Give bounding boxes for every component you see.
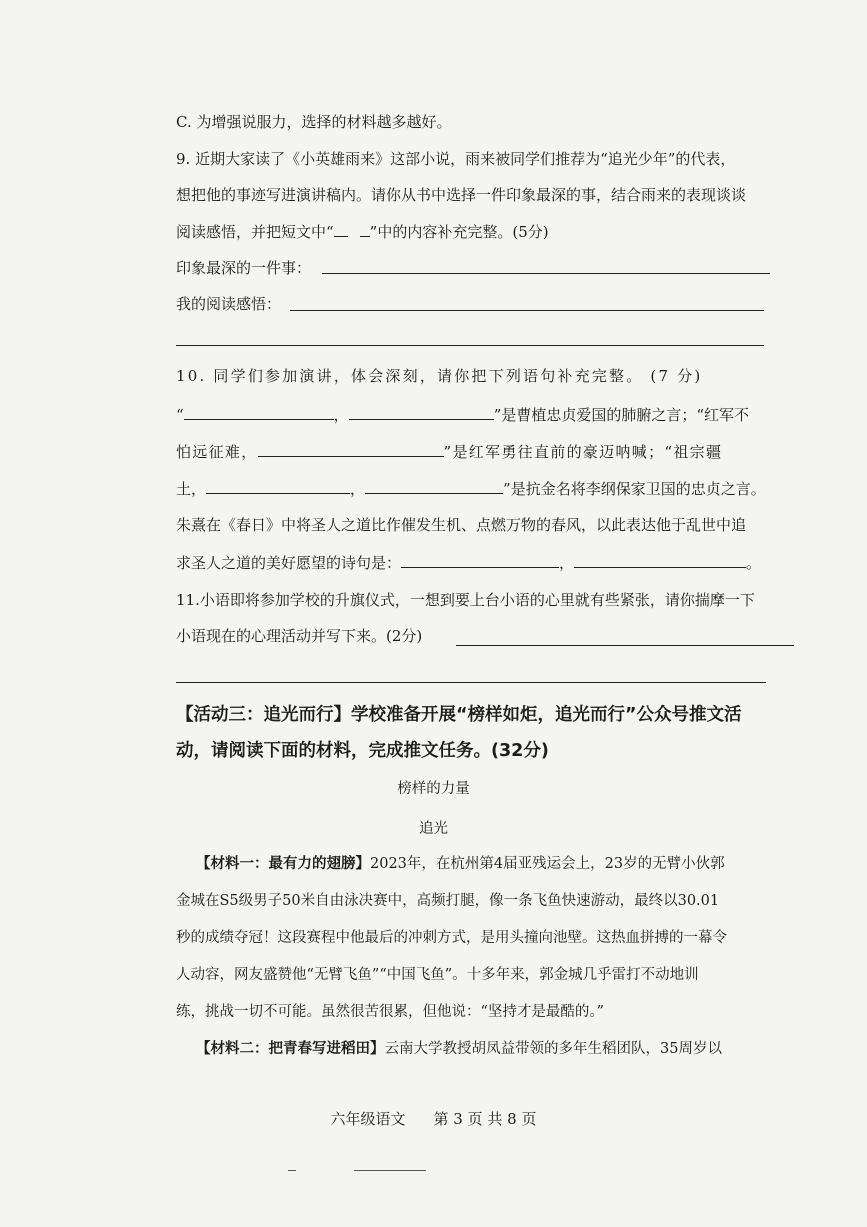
q10-line-5: 朱熹在《春日》中将圣人之道比作催发生机、点燃万物的春风，以此表达他于乱世中追 — [176, 516, 747, 534]
q10-open-quote: “ — [176, 406, 184, 424]
q10-line-4-end: ”是抗金名将李纲保家卫国的忠贞之言。 — [503, 480, 766, 498]
material-1-line-4: 人动容，网友盛赞他“无臂飞鱼”“中国飞鱼”。十多年来，郭金城几乎雷打不动地训 — [176, 967, 699, 983]
material-1-line-2: 金城在S5级男子50米自由泳决赛中，高频打腿，像一条飞鱼快速游动，最终以30.01 — [176, 893, 720, 909]
q10-line-6-start: 求圣人之道的美好愿望的诗句是： — [176, 554, 402, 572]
q9-line-1: 9. 近期大家读了《小英雄雨来》这部小说，雨来被同学们推荐为“追光少年”的代表， — [176, 150, 736, 168]
q9-feeling-answer-line-2[interactable] — [176, 345, 764, 346]
activity-3-line-2: 动，请阅读下面的材料，完成推文任务。(32分) — [176, 741, 549, 761]
footer-page-number: 第 3 页 共 8 页 — [433, 1110, 537, 1128]
q9-feeling-answer-line-1[interactable] — [290, 310, 764, 311]
q10-blank-li-gang-1[interactable] — [206, 477, 350, 494]
q11-line-2: 小语现在的心理活动并写下来。(2分) — [176, 627, 423, 645]
q10-period: 。 — [746, 554, 762, 572]
material-1-heading: 【材料一：最有力的翅膀】 — [196, 855, 370, 872]
q10-blank-chunri-2[interactable] — [574, 551, 746, 568]
q9-event-label: 印象最深的一件事： — [176, 259, 312, 277]
q11-answer-line-1[interactable] — [456, 645, 794, 646]
q8-option-c: C. 为增强说服力，选择的材料越多越好。 — [176, 113, 452, 131]
material-2-heading: 【材料二：把青春写进稻田】 — [196, 1040, 385, 1057]
footer-subject: 六年级语文 — [330, 1110, 406, 1128]
page-footer — [0, 1108, 867, 1130]
q10-line-1: 10. 同学们参加演讲，体会深刻，请你把下列语句补充完整。 (7 分) — [176, 367, 703, 385]
material-1-line-1 — [196, 853, 816, 875]
q10-line-3 — [176, 440, 796, 463]
material-2-line-1-text: 云南大学教授胡凤益带领的多年生稻团队，35周岁以 — [384, 1041, 722, 1057]
q10-line-4 — [176, 477, 796, 500]
q9-feeling-label: 我的阅读感悟： — [176, 295, 282, 313]
article-author: 追光 — [419, 821, 448, 837]
q11-line-1: 11.小语即将参加学校的升旗仪式，一想到要上台小语的心里就有些紧张，请你揣摩一下 — [176, 591, 755, 609]
q10-line-2 — [176, 403, 796, 426]
q10-line-6 — [176, 551, 796, 574]
q10-line-2-end: ”是曹植忠贞爱国的肺腑之言；“红军不 — [493, 406, 750, 424]
q9-quote-blank-1 — [334, 220, 348, 237]
material-2-line-1 — [196, 1038, 816, 1060]
material-1-line-3: 秒的成绩夺冠！这段赛程中他最后的冲刺方式，是用头撞向池壁。这热血拼搏的一幕令 — [176, 930, 727, 946]
q10-blank-li-gang-2[interactable] — [365, 477, 503, 494]
q10-blank-chunri-1[interactable] — [401, 551, 559, 568]
q10-comma-1: ， — [333, 406, 349, 424]
q10-blank-cao-2[interactable] — [349, 403, 494, 420]
q10-line-3-end: ”是红军勇往直前的豪迈呐喊；“祖宗疆 — [443, 443, 723, 461]
q10-line-3-start: 怕远征难， — [176, 443, 258, 461]
scan-mark-2 — [354, 1170, 426, 1171]
q10-blank-cao-1[interactable] — [184, 403, 334, 420]
q9-line-2: 想把他的事迹写进演讲稿内。请你从书中选择一件印象最深的事，结合雨来的表现谈谈 — [176, 186, 747, 204]
q9-line-3-start: 阅读感悟，并把短文中“ — [176, 223, 334, 241]
q9-quote-blank-2 — [360, 220, 370, 237]
material-1-line-1-text: 2023年，在杭州第4届亚残运会上，23岁的无臂小伙郭 — [370, 856, 725, 872]
q10-line-4-start: 土， — [176, 480, 207, 498]
q9-line-3 — [176, 220, 796, 243]
material-1-line-5: 练，挑战一切不可能。虽然很苦很累，但他说：“坚持才是最酷的。” — [176, 1004, 605, 1020]
q10-blank-red-army[interactable] — [258, 440, 444, 457]
article-title: 榜样的力量 — [397, 781, 470, 797]
scan-mark-1 — [288, 1170, 296, 1171]
activity-3-line-1: 【活动三：追光而行】学校准备开展“榜样如炬，追光而行”公众号推文活 — [176, 705, 742, 725]
q11-answer-line-2[interactable] — [176, 682, 766, 683]
q9-event-answer-line[interactable] — [322, 273, 770, 274]
q10-comma-2: ， — [350, 480, 366, 498]
q10-comma-3: ， — [559, 554, 575, 572]
q9-line-3-end: ”中的内容补充完整。(5分) — [369, 223, 549, 241]
